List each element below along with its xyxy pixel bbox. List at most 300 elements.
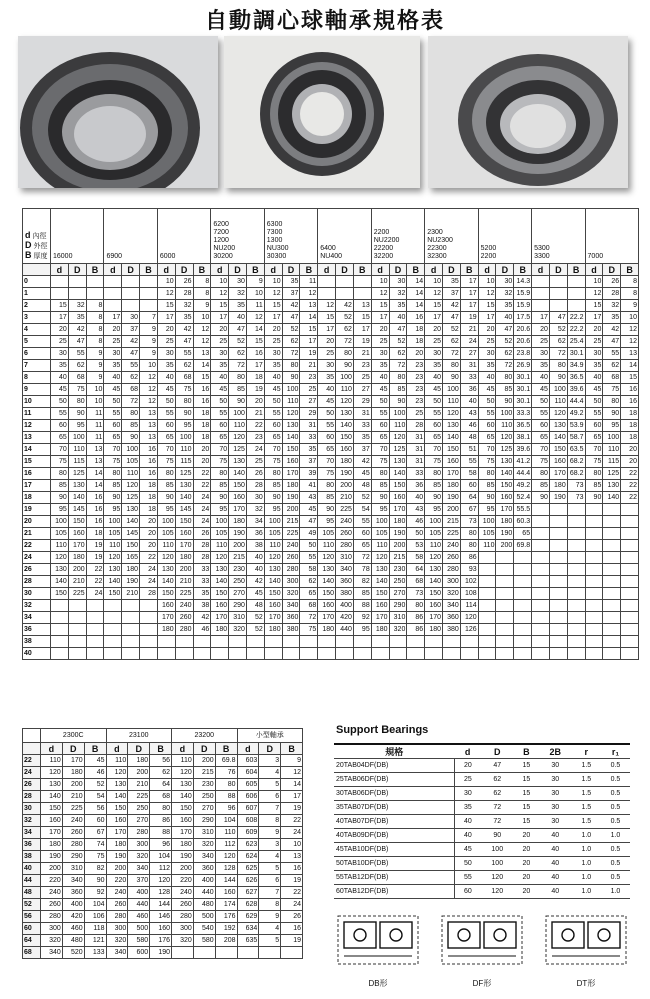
cell: 624 [237, 851, 259, 863]
cell: 20 [407, 348, 425, 360]
cell: 225 [443, 528, 461, 540]
cell [549, 300, 567, 312]
cell [211, 636, 229, 648]
series-header [157, 209, 210, 264]
cell: 40 [455, 815, 481, 829]
cell [621, 636, 639, 648]
table-row [23, 839, 303, 851]
cell: 160 [175, 528, 193, 540]
cell: 3 [259, 839, 281, 851]
cell: 105 [318, 528, 336, 540]
cell: 14 [621, 360, 639, 372]
cell: 60 [264, 420, 282, 432]
cell: 180 [41, 839, 63, 851]
cell [300, 636, 318, 648]
table-row [23, 899, 303, 911]
cell [603, 564, 621, 576]
cell: 160 [229, 492, 247, 504]
cell: 1.0 [572, 857, 601, 871]
cell: 110 [443, 396, 461, 408]
cell [443, 648, 461, 660]
cell [353, 636, 371, 648]
cell: 65 [264, 432, 282, 444]
cell: 130 [157, 564, 175, 576]
cell: 180 [68, 552, 86, 564]
cell [532, 540, 550, 552]
series-header-line: 30300 [266, 253, 287, 260]
cell: 28 [193, 552, 211, 564]
cell: 95 [603, 420, 621, 432]
cell: 45 [478, 384, 496, 396]
cell: 6 [259, 875, 281, 887]
large-bearing-table [22, 728, 303, 959]
cell: 290 [193, 815, 215, 827]
cell [514, 648, 532, 660]
cell [175, 648, 193, 660]
cell: 1.5 [572, 759, 601, 773]
cell: 140 [549, 432, 567, 444]
cell: 28 [193, 540, 211, 552]
cell [603, 540, 621, 552]
cell: 607 [237, 803, 259, 815]
bearing-photo [18, 36, 218, 188]
cell: 80 [150, 803, 172, 815]
cell: 125 [603, 468, 621, 480]
cell: 30 [455, 787, 481, 801]
cell: 180 [128, 755, 150, 767]
cell: 80 [336, 348, 354, 360]
cell: 15 [211, 300, 229, 312]
cell: 86 [407, 612, 425, 624]
cell: 62 [150, 767, 172, 779]
cell: 240 [172, 887, 194, 899]
table-row [23, 360, 639, 372]
cell: 120 [229, 432, 247, 444]
cell: 30 [51, 348, 69, 360]
cell: 80 [157, 468, 175, 480]
table-row [23, 863, 303, 875]
table-row [23, 923, 303, 935]
cell: 25 [371, 336, 389, 348]
cell: 50 [51, 396, 69, 408]
cell [532, 516, 550, 528]
cell: 28 [140, 588, 158, 600]
cell: 90 [318, 504, 336, 516]
cell: 290 [389, 600, 407, 612]
cell: 85 [229, 384, 247, 396]
cell: 48 [353, 480, 371, 492]
series-header-line: 2200 [373, 229, 390, 236]
cell: 50 [585, 396, 603, 408]
cell: 200 [128, 767, 150, 779]
cell: 140 [41, 791, 63, 803]
cell: 150 [175, 516, 193, 528]
cell: 280 [62, 839, 84, 851]
table-row [23, 588, 639, 600]
row-index: 48 [23, 887, 41, 899]
cell: 65 [318, 444, 336, 456]
cell: 32 [496, 288, 514, 300]
cell: 22.2 [567, 312, 585, 324]
cell: 85 [264, 480, 282, 492]
cell: 12 [140, 396, 158, 408]
cell: 52 [389, 336, 407, 348]
series-header-line: NU400 [320, 253, 343, 260]
cell: 19 [281, 935, 303, 947]
cell [567, 276, 585, 288]
cell: 14 [193, 360, 211, 372]
cell [549, 564, 567, 576]
cell: 50 [300, 540, 318, 552]
cell: 110 [175, 444, 193, 456]
table-row [23, 396, 639, 408]
cell: 170 [157, 612, 175, 624]
cell: 9 [259, 911, 281, 923]
cell [549, 600, 567, 612]
cell: 52 [229, 336, 247, 348]
cell: 240 [41, 887, 63, 899]
cell: 260 [62, 827, 84, 839]
cell: 36.5 [567, 372, 585, 384]
cell: 19 [281, 875, 303, 887]
cell: 320 [193, 839, 215, 851]
cell: 96 [150, 839, 172, 851]
cell: 600 [128, 947, 150, 959]
cell: 47 [229, 324, 247, 336]
cell: 75 [175, 384, 193, 396]
cell: 55 [68, 348, 86, 360]
cell: 260 [282, 552, 300, 564]
table-row [23, 624, 639, 636]
cell: 440 [128, 899, 150, 911]
table-row [23, 612, 639, 624]
cell: 400 [62, 899, 84, 911]
cell: 270 [389, 588, 407, 600]
cell: 31 [407, 456, 425, 468]
cell: 17 [460, 288, 478, 300]
table-row [23, 288, 639, 300]
cell: 270 [229, 588, 247, 600]
cell: 440 [336, 624, 354, 636]
cell: 60 [425, 420, 443, 432]
table-row [334, 885, 630, 899]
cell [585, 516, 603, 528]
cell: 95 [478, 504, 496, 516]
row-index: 10 [23, 396, 51, 408]
col-header-D: D [128, 743, 150, 755]
cell: 340 [106, 947, 128, 959]
cell: 370 [128, 875, 150, 887]
cell: 15 [318, 312, 336, 324]
cell: 40 [539, 871, 572, 885]
cell: 48 [246, 600, 264, 612]
cell: 120 [496, 432, 514, 444]
cell: 110 [371, 540, 389, 552]
row-index: 18 [23, 492, 51, 504]
mounting-diagram [334, 910, 422, 990]
cell [621, 576, 639, 588]
col-header-d: d [172, 743, 194, 755]
cell: 125 [389, 444, 407, 456]
cell [532, 636, 550, 648]
cell: 37 [443, 288, 461, 300]
cell: 20 [425, 324, 443, 336]
cell: 8 [259, 815, 281, 827]
cell: 115 [603, 456, 621, 468]
cell: 30.1 [514, 372, 532, 384]
col-header-B: B [460, 264, 478, 276]
row-index: 15 [23, 456, 51, 468]
col-header-d: d [157, 264, 175, 276]
cell: 160 [211, 600, 229, 612]
series-header [371, 209, 424, 264]
cell [532, 576, 550, 588]
cell: 35 [532, 360, 550, 372]
cell: 88 [215, 791, 237, 803]
cell: 180 [211, 624, 229, 636]
cell: 22 [621, 468, 639, 480]
cell: 63.5 [567, 444, 585, 456]
cell: 112 [215, 839, 237, 851]
cell: 110 [496, 420, 514, 432]
cell [51, 636, 69, 648]
cell: 80 [549, 360, 567, 372]
cell: 95 [353, 624, 371, 636]
cell: 90 [211, 492, 229, 504]
cell: 90 [282, 372, 300, 384]
cell: 42 [282, 300, 300, 312]
cell [621, 624, 639, 636]
cell: 86 [150, 815, 172, 827]
cell: 627 [237, 887, 259, 899]
cell: 17 [425, 312, 443, 324]
page-title: 自動調心球軸承規格表 [204, 8, 445, 34]
series-header [585, 209, 638, 264]
cell: 130 [549, 420, 567, 432]
cell: 15 [51, 300, 69, 312]
cell: 40 [496, 312, 514, 324]
cell: 64 [460, 492, 478, 504]
series-header-line: NU300 [266, 245, 289, 252]
cell: 1.0 [601, 829, 630, 843]
cell: 35 [157, 360, 175, 372]
cell: 210 [122, 588, 140, 600]
cell: 215 [443, 516, 461, 528]
cell: 85 [425, 480, 443, 492]
cell: 15.9 [514, 288, 532, 300]
cell: 35 [229, 300, 247, 312]
row-index: 40 [23, 648, 51, 660]
cell: 9 [281, 755, 303, 767]
cell: 20 [140, 516, 158, 528]
table-row [23, 540, 639, 552]
cell: 30 [246, 492, 264, 504]
cell [621, 612, 639, 624]
cell: 5 [259, 863, 281, 875]
cell: 580 [193, 935, 215, 947]
cell: 55 [603, 348, 621, 360]
cell: 55 [318, 420, 336, 432]
cell: 140 [122, 516, 140, 528]
cell: 67 [460, 504, 478, 516]
cell: 12 [585, 288, 603, 300]
cell: 25 [246, 456, 264, 468]
cell: 55 [460, 456, 478, 468]
cell [549, 552, 567, 564]
cell: 43 [300, 492, 318, 504]
cell: 47 [68, 336, 86, 348]
col-header-d: d [425, 264, 443, 276]
cell: 150 [68, 516, 86, 528]
cell: 19 [460, 312, 478, 324]
cell: 80 [425, 468, 443, 480]
cell: 52 [84, 779, 106, 791]
cell: 176 [215, 911, 237, 923]
cell: 8 [86, 324, 104, 336]
cell: 12 [425, 288, 443, 300]
series-header-line: 32200 [373, 253, 394, 260]
cell [621, 504, 639, 516]
cell: 85 [51, 480, 69, 492]
cell: 25 [532, 336, 550, 348]
cell: 120 [549, 408, 567, 420]
cell: 100 [389, 408, 407, 420]
cell: 310 [193, 827, 215, 839]
cell: 105 [371, 528, 389, 540]
table-row [23, 911, 303, 923]
series-header-line: 7200 [213, 229, 229, 236]
cell: 42 [603, 324, 621, 336]
row-index: 9 [23, 384, 51, 396]
cell: 120 [150, 875, 172, 887]
cell: 35 [282, 276, 300, 288]
cell [585, 576, 603, 588]
cell: 75 [51, 456, 69, 468]
row-index: 32 [23, 600, 51, 612]
cell: 300 [106, 923, 128, 935]
cell: 10 [193, 312, 211, 324]
cell [621, 564, 639, 576]
table-row [334, 801, 630, 815]
row-index: 28 [23, 791, 41, 803]
cell: 580 [128, 935, 150, 947]
table-row [23, 827, 303, 839]
cell: 11 [86, 420, 104, 432]
cell: 190 [389, 528, 407, 540]
cell: 3 [259, 755, 281, 767]
cell: 21 [460, 324, 478, 336]
cell [585, 588, 603, 600]
cell: 10 [86, 384, 104, 396]
cell: 250 [193, 791, 215, 803]
cell: 22 [246, 420, 264, 432]
cell: 225 [128, 791, 150, 803]
table-row [23, 851, 303, 863]
cell: 40 [389, 312, 407, 324]
cell: 45 [455, 843, 481, 857]
cell: 26 [281, 911, 303, 923]
row-index: 2 [23, 300, 51, 312]
cell: 7 [259, 803, 281, 815]
cell: 460 [128, 911, 150, 923]
cell: 626 [237, 875, 259, 887]
cell: 160 [150, 923, 172, 935]
cell: 180 [389, 516, 407, 528]
cell [567, 300, 585, 312]
cell: 35 [264, 360, 282, 372]
cell: 45 [51, 384, 69, 396]
cell: 70 [318, 456, 336, 468]
cell: 110 [229, 420, 247, 432]
cell: 150 [122, 540, 140, 552]
cell: 18 [621, 420, 639, 432]
cell: 37 [353, 444, 371, 456]
cell: 15 [621, 372, 639, 384]
col-header-d: d [585, 264, 603, 276]
cell: 20 [264, 324, 282, 336]
cell: 15 [300, 324, 318, 336]
cell: 125 [496, 444, 514, 456]
cell: 115 [175, 456, 193, 468]
cell: 75 [585, 456, 603, 468]
cell [621, 588, 639, 600]
cell: 125 [122, 492, 140, 504]
cell [549, 636, 567, 648]
cell [140, 636, 158, 648]
cell: 4 [259, 851, 281, 863]
cell: 210 [128, 779, 150, 791]
legend-B: B [25, 250, 32, 260]
cell: 260 [172, 899, 194, 911]
row-index: 5 [23, 336, 51, 348]
cell: 20 [246, 396, 264, 408]
cell: 35 [425, 360, 443, 372]
cell [104, 648, 122, 660]
cell: 90 [481, 829, 514, 843]
cell: 27 [460, 348, 478, 360]
cell [549, 540, 567, 552]
cell [104, 276, 122, 288]
cell: 75 [371, 456, 389, 468]
cell: 1.0 [572, 871, 601, 885]
cell [532, 288, 550, 300]
cell [281, 947, 303, 959]
table-row [23, 504, 639, 516]
cell: 25 [478, 336, 496, 348]
cell: 17 [371, 312, 389, 324]
table-row [23, 600, 639, 612]
cell: 100 [229, 408, 247, 420]
cell: 40 [318, 384, 336, 396]
series-header-line: 7300 [266, 229, 283, 236]
cell: 52 [443, 324, 461, 336]
cell: 4 [259, 923, 281, 935]
cell: 100 [68, 432, 86, 444]
cell: 49.2 [514, 480, 532, 492]
cell: 340 [336, 564, 354, 576]
cell: 75 [84, 851, 106, 863]
cell: 10 [371, 276, 389, 288]
cell: 30 [478, 348, 496, 360]
cell: 60 [371, 420, 389, 432]
cell: 80 [371, 468, 389, 480]
cell [229, 636, 247, 648]
cell: 40 [229, 312, 247, 324]
cell: 85 [478, 480, 496, 492]
cell: 340 [282, 600, 300, 612]
cell: 16 [140, 468, 158, 480]
cell: 90 [104, 492, 122, 504]
